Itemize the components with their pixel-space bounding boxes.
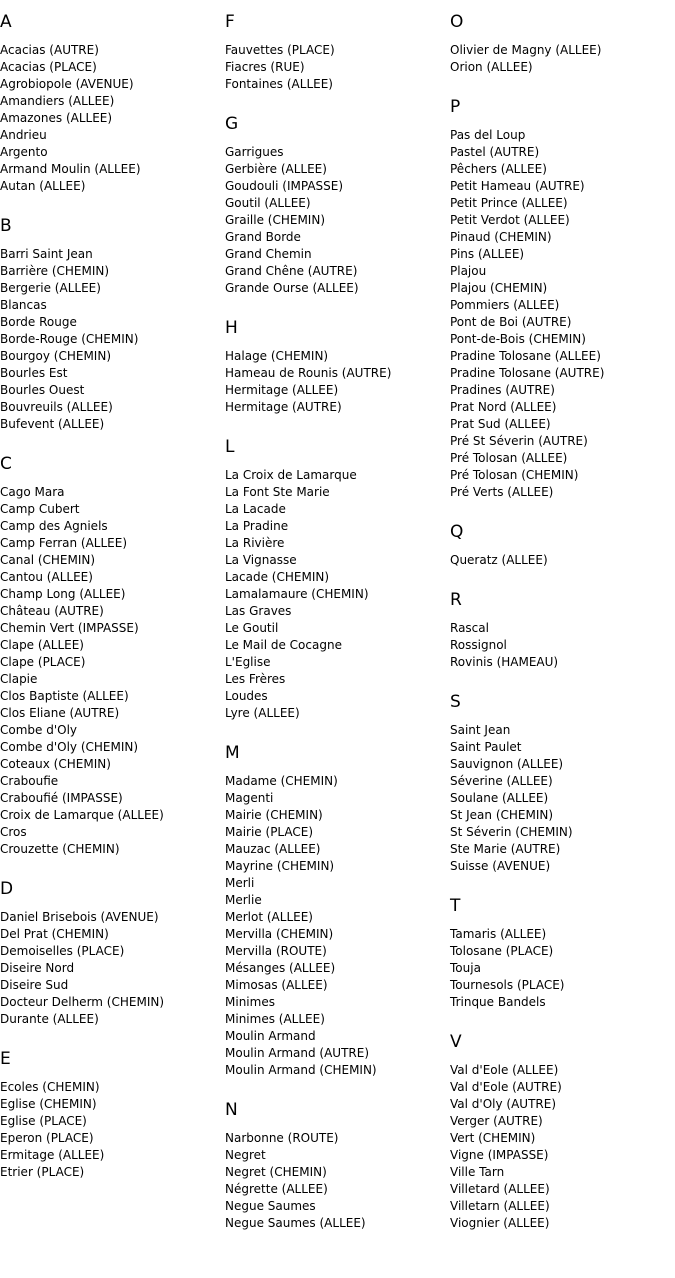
section-letter-heading: H (225, 318, 238, 338)
street-item: Pommiers (ALLEE) (450, 298, 560, 312)
street-item: Clapie (0, 672, 38, 686)
letter-section (225, 743, 445, 1079)
street-item: Croix de Lamarque (ALLEE) (0, 808, 164, 822)
street-item: Pradine Tolosane (ALLEE) (450, 349, 601, 363)
street-item: Armand Moulin (ALLEE) (0, 162, 141, 176)
section-letter-heading: S (450, 692, 461, 712)
street-item: Ermitage (ALLEE) (0, 1148, 105, 1162)
section-letter-heading: E (0, 1049, 11, 1069)
street-item: Trinque Bandels (450, 995, 546, 1009)
street-list (450, 42, 670, 76)
street-item: Pré Verts (ALLEE) (450, 485, 554, 499)
street-item: Bufevent (ALLEE) (0, 417, 105, 431)
street-list (0, 42, 220, 195)
street-item: Prat Sud (ALLEE) (450, 417, 551, 431)
street-item: Blancas (0, 298, 47, 312)
letter-section (450, 590, 670, 671)
street-item: Barri Saint Jean (0, 247, 93, 261)
street-item: Acacias (PLACE) (0, 60, 97, 74)
letter-section (450, 896, 670, 1011)
letter-section (0, 1049, 220, 1181)
street-item: Olivier de Magny (ALLEE) (450, 43, 602, 57)
street-item: Sauvignon (ALLEE) (450, 757, 564, 771)
street-item: Craboufié (IMPASSE) (0, 791, 123, 805)
street-item: Garrigues (225, 145, 284, 159)
street-list (225, 1130, 445, 1232)
street-item: La Font Ste Marie (225, 485, 330, 499)
street-item: Mauzac (ALLEE) (225, 842, 321, 856)
street-list (0, 1079, 220, 1181)
street-item: Pont-de-Bois (CHEMIN) (450, 332, 586, 346)
letter-section (225, 12, 445, 93)
street-item: Petit Verdot (ALLEE) (450, 213, 570, 227)
street-item: Negret (225, 1148, 266, 1162)
street-item: Vigne (IMPASSE) (450, 1148, 549, 1162)
street-item: La Pradine (225, 519, 289, 533)
street-item: Ste Marie (AUTRE) (450, 842, 561, 856)
section-letter-heading: O (450, 12, 464, 32)
section-letter-heading: D (0, 879, 14, 899)
street-item: Madame (CHEMIN) (225, 774, 338, 788)
street-item: Borde-Rouge (CHEMIN) (0, 332, 139, 346)
street-item: Pré St Séverin (AUTRE) (450, 434, 588, 448)
street-item: Combe d'Oly (CHEMIN) (0, 740, 139, 754)
street-item: Pêchers (ALLEE) (450, 162, 547, 176)
street-item: Del Prat (CHEMIN) (0, 927, 109, 941)
street-item: St Jean (CHEMIN) (450, 808, 554, 822)
street-item: Tournesols (PLACE) (450, 978, 565, 992)
street-item: Fiacres (RUE) (225, 60, 305, 74)
street-item: Clape (PLACE) (0, 655, 86, 669)
street-item: Chemin Vert (IMPASSE) (0, 621, 139, 635)
street-list (0, 484, 220, 858)
street-item: Soulane (ALLEE) (450, 791, 549, 805)
street-item: Bourgoy (CHEMIN) (0, 349, 111, 363)
street-item: Le Mail de Cocagne (225, 638, 342, 652)
letter-section (0, 454, 220, 858)
street-item: Craboufie (0, 774, 59, 788)
street-item: Crouzette (CHEMIN) (0, 842, 120, 856)
street-list (450, 926, 670, 1011)
street-item: Diseire Sud (0, 978, 69, 992)
street-list (450, 552, 670, 569)
street-item: Acacias (AUTRE) (0, 43, 99, 57)
street-item: Cantou (ALLEE) (0, 570, 93, 584)
street-list (0, 246, 220, 433)
street-item: Orion (ALLEE) (450, 60, 533, 74)
street-item: Bouvreuils (ALLEE) (0, 400, 113, 414)
street-item: Moulin Armand (CHEMIN) (225, 1063, 377, 1077)
street-item: Narbonne (ROUTE) (225, 1131, 339, 1145)
street-item: Merlie (225, 893, 262, 907)
street-item: Amandiers (ALLEE) (0, 94, 115, 108)
street-item: Camp Cubert (0, 502, 80, 516)
street-item: Eglise (CHEMIN) (0, 1097, 97, 1111)
street-item: La Rivière (225, 536, 285, 550)
street-item: Moulin Armand (AUTRE) (225, 1046, 370, 1060)
street-item: Hameau de Rounis (AUTRE) (225, 366, 392, 380)
street-item: Mervilla (CHEMIN) (225, 927, 334, 941)
street-list (225, 467, 445, 722)
street-item: Clos Eliane (AUTRE) (0, 706, 120, 720)
street-item: Hermitage (AUTRE) (225, 400, 342, 414)
street-item: Vert (CHEMIN) (450, 1131, 536, 1145)
letter-section (450, 1032, 670, 1232)
street-list (225, 42, 445, 93)
street-item: Pont de Boi (AUTRE) (450, 315, 572, 329)
street-item: Grande Ourse (ALLEE) (225, 281, 359, 295)
street-item: Goutil (ALLEE) (225, 196, 311, 210)
street-item: Lacade (CHEMIN) (225, 570, 330, 584)
street-item: Clape (ALLEE) (0, 638, 84, 652)
street-item: Pinaud (CHEMIN) (450, 230, 552, 244)
section-letter-heading: R (450, 590, 462, 610)
street-item: Las Graves (225, 604, 292, 618)
street-item: Tamaris (ALLEE) (450, 927, 547, 941)
street-item: Halage (CHEMIN) (225, 349, 329, 363)
street-item: Mésanges (ALLEE) (225, 961, 336, 975)
street-list (450, 127, 670, 501)
street-item: Docteur Delherm (CHEMIN) (0, 995, 165, 1009)
street-item: Petit Hameau (AUTRE) (450, 179, 585, 193)
street-item: Château (AUTRE) (0, 604, 104, 618)
street-item: Lamalamaure (CHEMIN) (225, 587, 369, 601)
street-item: Fontaines (ALLEE) (225, 77, 333, 91)
street-item: Petit Prince (ALLEE) (450, 196, 568, 210)
street-item: Minimes (ALLEE) (225, 1012, 325, 1026)
section-letter-heading: B (0, 216, 12, 236)
street-item: Fauvettes (PLACE) (225, 43, 335, 57)
street-item: Pradine Tolosane (AUTRE) (450, 366, 605, 380)
street-item: Villetarn (ALLEE) (450, 1199, 550, 1213)
letter-section (0, 216, 220, 433)
street-item: Camp des Agniels (0, 519, 108, 533)
street-item: Minimes (225, 995, 275, 1009)
section-letter-heading: A (0, 12, 12, 32)
street-item: Prat Nord (ALLEE) (450, 400, 557, 414)
street-item: Barrière (CHEMIN) (0, 264, 110, 278)
street-item: Grand Chêne (AUTRE) (225, 264, 358, 278)
street-item: Val d'Eole (AUTRE) (450, 1080, 562, 1094)
letter-section (450, 12, 670, 76)
section-letter-heading: C (0, 454, 12, 474)
street-item: Negret (CHEMIN) (225, 1165, 327, 1179)
street-item: Moulin Armand (225, 1029, 316, 1043)
section-letter-heading: P (450, 97, 461, 117)
letter-section (225, 114, 445, 297)
street-item: Suisse (AVENUE) (450, 859, 551, 873)
street-item: Mervilla (ROUTE) (225, 944, 327, 958)
street-item: Clos Baptiste (ALLEE) (0, 689, 129, 703)
street-list (225, 348, 445, 416)
street-item: Pastel (AUTRE) (450, 145, 540, 159)
street-item: Andrieu (0, 128, 47, 142)
street-item: Etrier (PLACE) (0, 1165, 85, 1179)
street-item: Coteaux (CHEMIN) (0, 757, 111, 771)
street-list (225, 144, 445, 297)
street-list (450, 1062, 670, 1232)
street-item: Pré Tolosan (CHEMIN) (450, 468, 579, 482)
street-item: Diseire Nord (0, 961, 75, 975)
street-item: Plajou (CHEMIN) (450, 281, 548, 295)
street-item: Ecoles (CHEMIN) (0, 1080, 100, 1094)
street-item: La Vignasse (225, 553, 297, 567)
street-item: Touja (450, 961, 481, 975)
street-item: Séverine (ALLEE) (450, 774, 553, 788)
street-item: Plajou (450, 264, 487, 278)
street-item: Rascal (450, 621, 489, 635)
section-letter-heading: Q (450, 522, 464, 542)
street-item: Lyre (ALLEE) (225, 706, 300, 720)
street-item: Mayrine (CHEMIN) (225, 859, 335, 873)
letter-section (0, 879, 220, 1028)
street-list (450, 722, 670, 875)
street-item: Queratz (ALLEE) (450, 553, 548, 567)
street-item: Graille (CHEMIN) (225, 213, 326, 227)
section-letter-heading: T (450, 896, 461, 916)
street-item: Bourles Ouest (0, 383, 85, 397)
section-letter-heading: F (225, 12, 235, 32)
street-item: Loudes (225, 689, 268, 703)
street-item: Bergerie (ALLEE) (0, 281, 101, 295)
street-item: Saint Jean (450, 723, 511, 737)
street-item: Rossignol (450, 638, 507, 652)
street-item: Camp Ferran (ALLEE) (0, 536, 128, 550)
street-item: Rovinis (HAMEAU) (450, 655, 559, 669)
street-column-1 (0, 0, 220, 1181)
street-item: Autan (ALLEE) (0, 179, 86, 193)
street-item: Daniel Brisebois (AVENUE) (0, 910, 159, 924)
street-item: St Séverin (CHEMIN) (450, 825, 573, 839)
letter-section (225, 1100, 445, 1232)
street-list (225, 773, 445, 1079)
street-item: Combe d'Oly (0, 723, 78, 737)
street-list (450, 620, 670, 671)
street-item: Bourles Est (0, 366, 68, 380)
section-letter-heading: M (225, 743, 240, 763)
letter-section (0, 12, 220, 195)
street-item: Negue Saumes (225, 1199, 316, 1213)
street-item: Cros (0, 825, 27, 839)
street-item: Val d'Oly (AUTRE) (450, 1097, 556, 1111)
street-item: Pradines (AUTRE) (450, 383, 555, 397)
street-item: Demoiselles (PLACE) (0, 944, 125, 958)
street-item: Villetard (ALLEE) (450, 1182, 550, 1196)
street-item: Durante (ALLEE) (0, 1012, 99, 1026)
street-item: Le Goutil (225, 621, 279, 635)
street-item: Val d'Eole (ALLEE) (450, 1063, 559, 1077)
street-item: Canal (CHEMIN) (0, 553, 96, 567)
letter-section (225, 318, 445, 416)
street-column-2 (225, 0, 445, 1232)
street-column-3 (450, 0, 670, 1232)
street-item: Hermitage (ALLEE) (225, 383, 339, 397)
letter-section (450, 97, 670, 501)
street-item: Amazones (ALLEE) (0, 111, 113, 125)
street-item: Goudouli (IMPASSE) (225, 179, 344, 193)
street-item: La Croix de Lamarque (225, 468, 357, 482)
street-item: Négrette (ALLEE) (225, 1182, 328, 1196)
section-letter-heading: L (225, 437, 235, 457)
section-letter-heading: V (450, 1032, 462, 1052)
section-letter-heading: N (225, 1100, 238, 1120)
street-item: Saint Paulet (450, 740, 522, 754)
street-item: Les Frères (225, 672, 286, 686)
street-item: Gerbière (ALLEE) (225, 162, 327, 176)
street-item: Champ Long (ALLEE) (0, 587, 126, 601)
street-item: La Lacade (225, 502, 286, 516)
street-item: Pas del Loup (450, 128, 526, 142)
letter-section (450, 522, 670, 569)
street-item: Verger (AUTRE) (450, 1114, 543, 1128)
street-item: Mairie (CHEMIN) (225, 808, 323, 822)
street-item: Merli (225, 876, 255, 890)
street-item: Mairie (PLACE) (225, 825, 314, 839)
street-item: Pins (ALLEE) (450, 247, 525, 261)
street-item: Eperon (PLACE) (0, 1131, 94, 1145)
street-item: Pré Tolosan (ALLEE) (450, 451, 568, 465)
street-item: Negue Saumes (ALLEE) (225, 1216, 366, 1230)
street-item: Magenti (225, 791, 274, 805)
street-list (0, 909, 220, 1028)
street-item: Agrobiopole (AVENUE) (0, 77, 134, 91)
street-item: Viognier (ALLEE) (450, 1216, 550, 1230)
street-item: L'Eglise (225, 655, 271, 669)
section-letter-heading: G (225, 114, 239, 134)
street-item: Eglise (PLACE) (0, 1114, 87, 1128)
letter-section (225, 437, 445, 722)
letter-section (450, 692, 670, 875)
street-item: Tolosane (PLACE) (450, 944, 554, 958)
street-item: Mimosas (ALLEE) (225, 978, 328, 992)
street-item: Borde Rouge (0, 315, 77, 329)
street-item: Cago Mara (0, 485, 65, 499)
street-item: Grand Chemin (225, 247, 312, 261)
street-item: Merlot (ALLEE) (225, 910, 313, 924)
street-item: Grand Borde (225, 230, 301, 244)
street-item: Ville Tarn (450, 1165, 505, 1179)
street-item: Argento (0, 145, 48, 159)
